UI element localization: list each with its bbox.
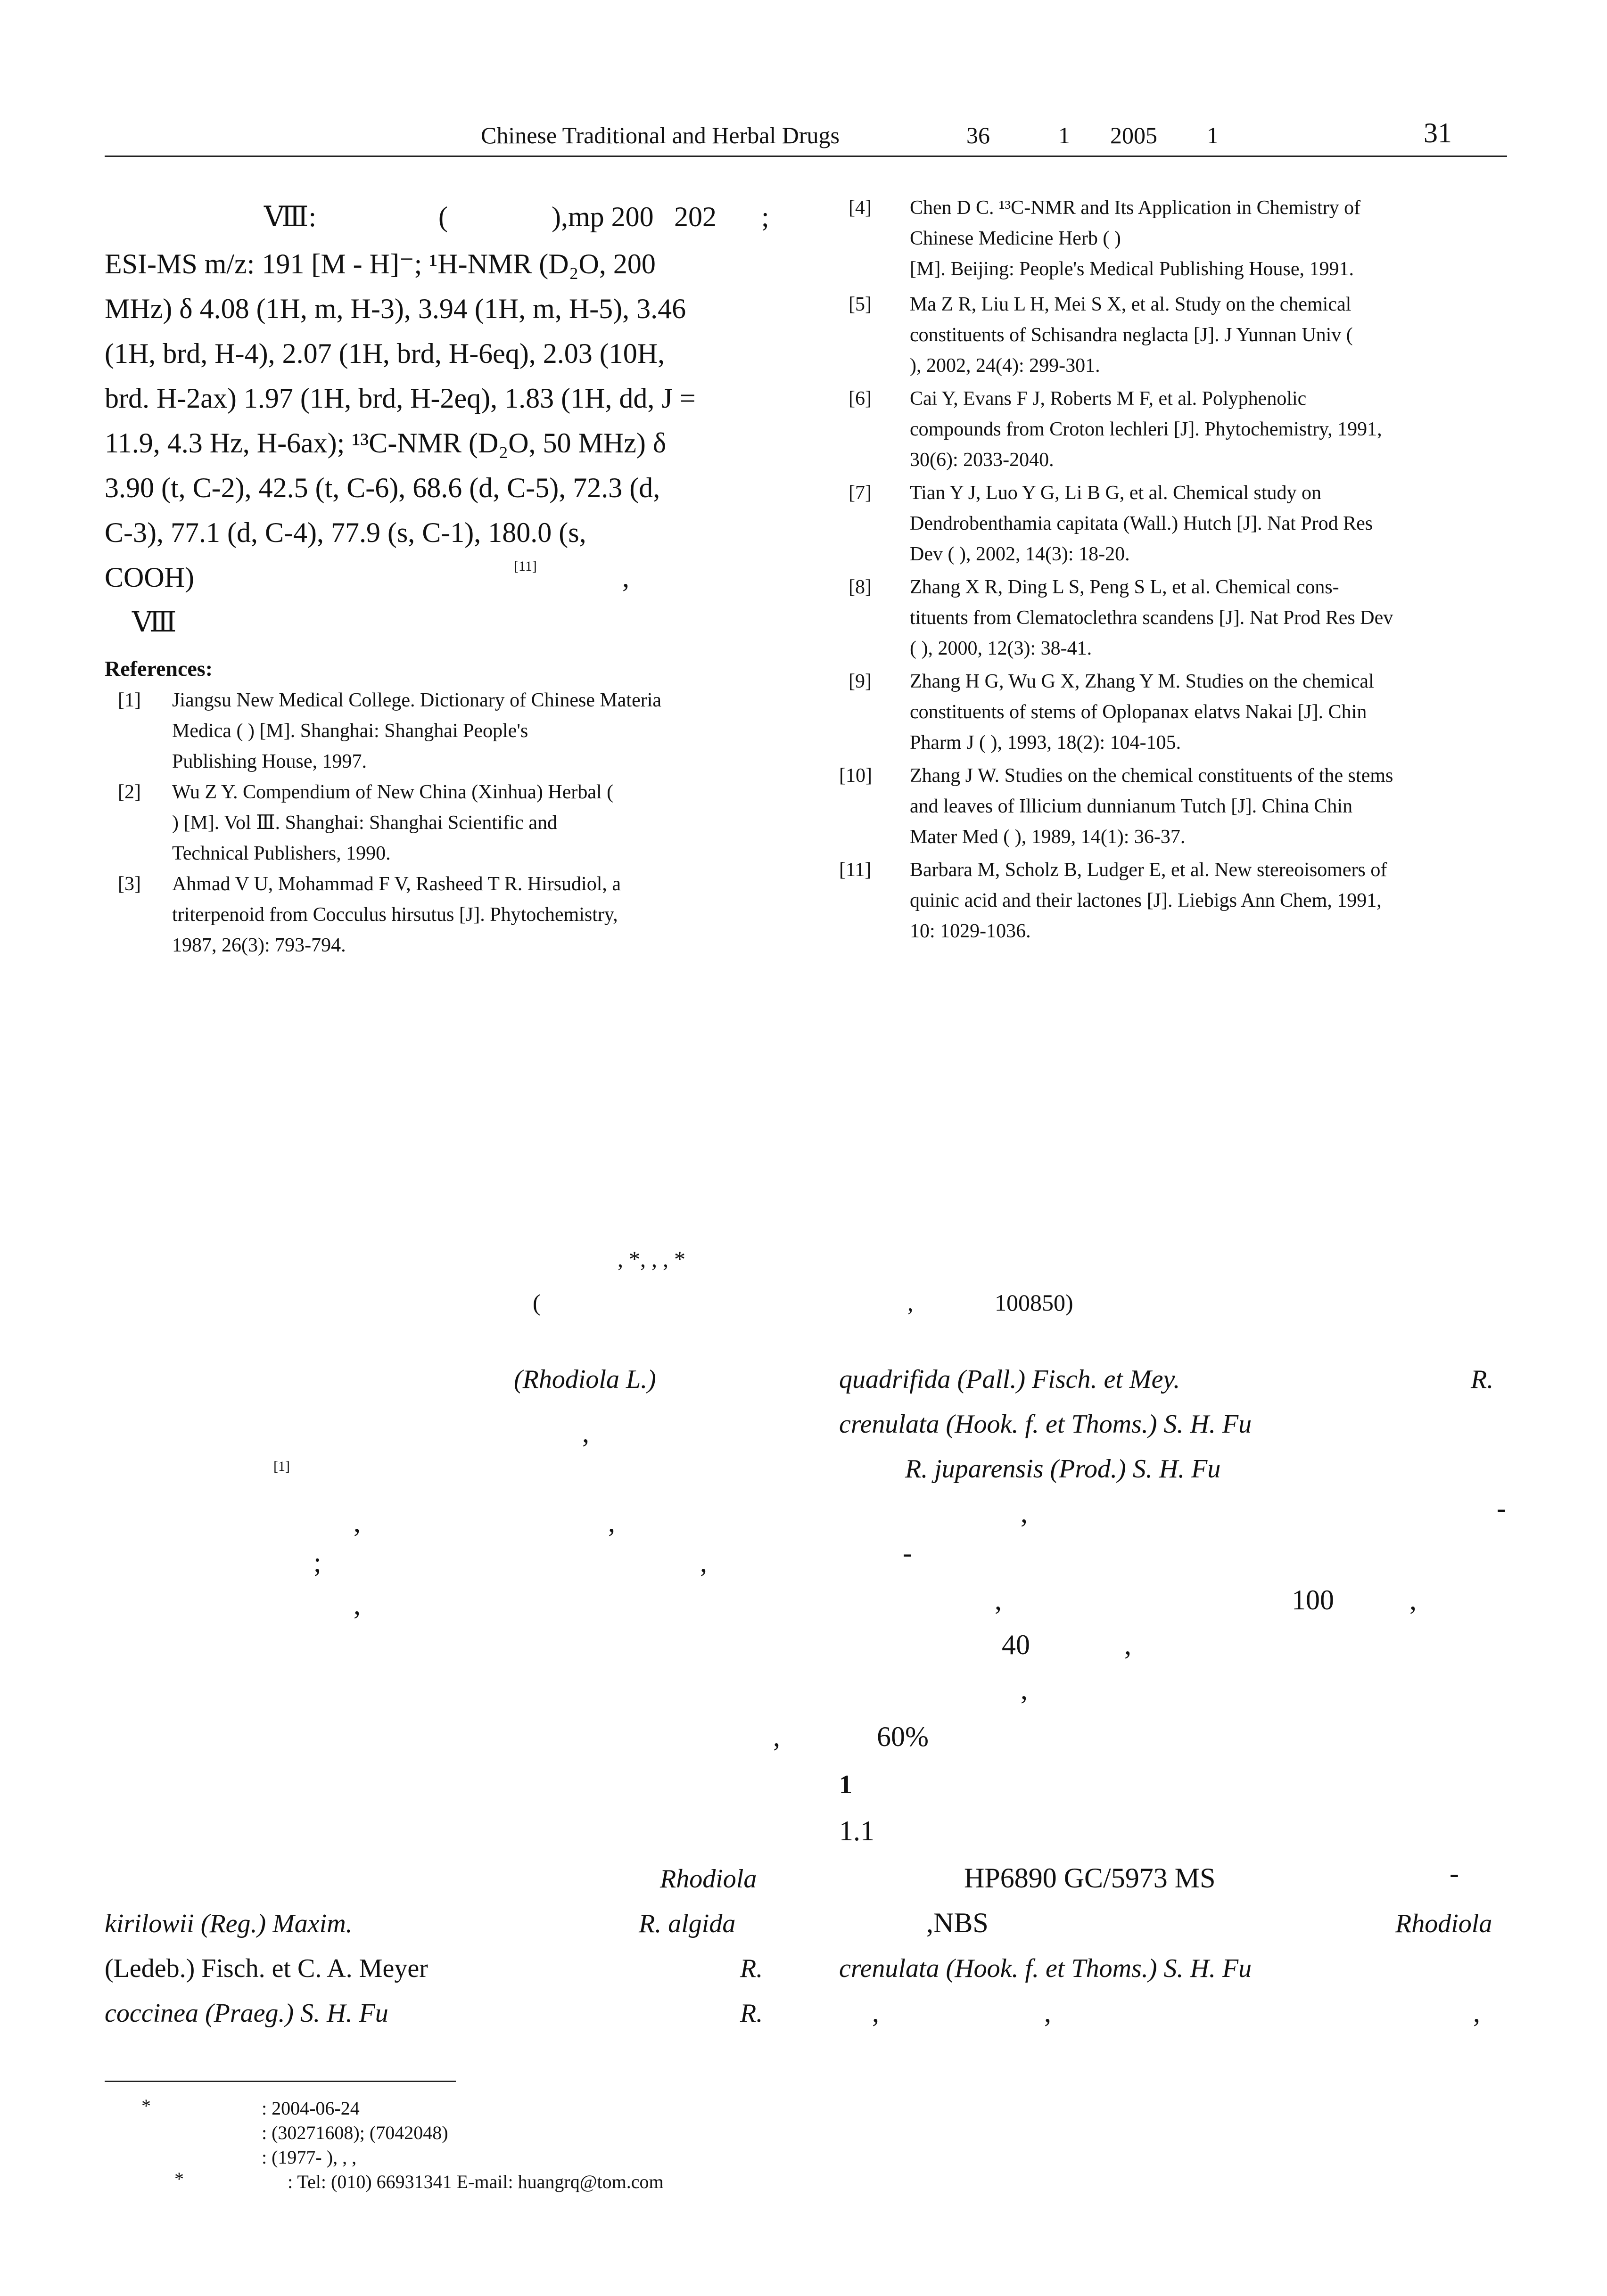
compound-label-end: Ⅷ (132, 607, 177, 638)
page-number: 31 (1424, 117, 1452, 148)
ref-number: [3] (118, 873, 141, 895)
species-name: quadrifida (Pall.) Fisch. et Mey. (839, 1365, 1180, 1394)
ref-line: constituents of Schisandra neglacta [J]. J Yunnan Univ ( (910, 324, 1353, 346)
ref-line: 1987, 26(3): 793-794. (172, 935, 346, 956)
ref-line: Tian Y J, Luo Y G, Li B G, et al. Chemical study on (910, 482, 1321, 504)
affiliation-open: ( (533, 1289, 541, 1316)
issue-number: 1 (1058, 122, 1070, 148)
ref-line: tituents from Clematoclethra scandens [J]. Nat Prod Res Dev (910, 607, 1393, 629)
percentage: 60% (877, 1721, 929, 1752)
comma: , (773, 1721, 780, 1752)
species-genus: Rhodiola (1395, 1909, 1492, 1938)
ref-line: Medica ( ) [M]. Shanghai: Shanghai People's (172, 720, 528, 742)
species-abbr: R. (1471, 1365, 1494, 1394)
source-nbs: ,NBS (926, 1907, 989, 1938)
nmr-line: MHz) δ 4.08 (1H, m, H-3), 3.94 (1H, m, H-5), 3.46 (105, 293, 686, 324)
comma: , (622, 562, 629, 593)
nmr-line: C-3), 77.1 (d, C-4), 77.9 (s, C-1), 180.0 (s, (105, 517, 586, 548)
footnote-star: * (174, 2168, 184, 2189)
comma: , (354, 1507, 361, 1538)
compound-label: Ⅷ: (264, 201, 317, 232)
ref-line: Chen D C. ¹³C-NMR and Its Application in Chemistry of (910, 197, 1361, 219)
ref-number: [10] (839, 765, 872, 787)
ref-number: [8] (849, 576, 872, 598)
semicolon: ; (313, 1547, 321, 1578)
comma: , (354, 1589, 361, 1620)
affiliation-comma: , (907, 1289, 914, 1316)
ref-number: [6] (849, 388, 872, 410)
ms-data: ESI-MS m/z: 191 [M - H]⁻; ¹H-NMR (D₂O, 200 (105, 248, 656, 279)
ref-line: compounds from Croton lechleri [J]. Phytochemistry, 1991, (910, 418, 1382, 440)
species-name: crenulata (Hook. f. et Thoms.) S. H. Fu (839, 1954, 1252, 1983)
species-name: R. algida (639, 1909, 736, 1938)
nmr-line: brd. H-2ax) 1.97 (1H, brd, H-2eq), 1.83 (1H, dd, J = (105, 383, 696, 414)
footnote-funding: : (30271608); (7042048) (262, 2122, 448, 2143)
ref-line: Zhang H G, Wu G X, Zhang Y M. Studies on the chemical (910, 671, 1374, 692)
species-name: kirilowii (Reg.) Maxim. (105, 1909, 353, 1938)
ref-line: Pharm J ( ), 1993, 18(2): 104-105. (910, 732, 1181, 754)
ref-line: quinic acid and their lactones [J]. Liebigs Ann Chem, 1991, (910, 890, 1382, 911)
ref-line: Ma Z R, Liu L H, Mei S X, et al. Study on the chemical (910, 294, 1352, 315)
number: 40 (1002, 1629, 1030, 1660)
ref-line: Ahmad V U, Mohammad F V, Rasheed T R. Hirsudiol, a (172, 873, 621, 895)
volume-number: 36 (966, 122, 990, 148)
comma: , (1044, 1997, 1051, 2028)
author-line: , *, , , * (618, 1247, 685, 1272)
ref-line: Cai Y, Evans F J, Roberts M F, et al. Polyphenolic (910, 388, 1307, 410)
subsection-number: 1.1 (839, 1815, 874, 1846)
ref-line: Zhang J W. Studies on the chemical constituents of the stems (910, 765, 1393, 787)
ref-number: [5] (849, 294, 872, 315)
year: 2005 (1110, 122, 1157, 148)
melting-point: ),mp 200 (552, 201, 654, 232)
comma: , (608, 1507, 615, 1538)
ref-line: constituents of stems of Oplopanax elatvs Nakai [J]. Chin (910, 701, 1367, 723)
references-heading: References: (105, 656, 213, 681)
ref-line: Dev ( ), 2002, 14(3): 18-20. (910, 543, 1130, 565)
ref-line: Barbara M, Scholz B, Ludger E, et al. New stereoisomers of (910, 859, 1387, 881)
instrument-name: HP6890 GC/5973 MS (964, 1862, 1216, 1894)
dash: - (1450, 1858, 1459, 1889)
ref-line: Wu Z Y. Compendium of New China (Xinhua) Herbal ( (172, 781, 614, 803)
dash: - (903, 1537, 912, 1568)
species-abbr: R. (740, 1954, 763, 1983)
ref-line: Chinese Medicine Herb ( ) (910, 228, 1121, 249)
ref-number: [7] (849, 482, 872, 504)
header-rule (105, 156, 1507, 157)
section-number: 1 (839, 1770, 852, 1799)
ref-line: 10: 1029-1036. (910, 920, 1031, 942)
footnote-rule (105, 2081, 456, 2082)
species-abbr: R. (740, 1999, 763, 2028)
species-genus: Rhodiola (660, 1864, 757, 1894)
ref-line: Mater Med ( ), 1989, 14(1): 36-37. (910, 826, 1186, 848)
comma: , (1124, 1629, 1131, 1660)
line-end: ; (761, 201, 769, 232)
compound-paren: ( (438, 201, 448, 232)
species-name: coccinea (Praeg.) S. H. Fu (105, 1999, 388, 2028)
journal-title: Chinese Traditional and Herbal Drugs (481, 122, 840, 148)
ref-line: ( ), 2000, 12(3): 38-41. (910, 638, 1092, 659)
comma: , (995, 1584, 1002, 1615)
comma: , (1409, 1584, 1417, 1615)
ref-number: [11] (839, 859, 872, 881)
comma: , (1021, 1497, 1028, 1528)
postcode: 100850) (995, 1289, 1073, 1316)
dash: - (1497, 1492, 1506, 1524)
ref-line: Jiangsu New Medical College. Dictionary of Chinese Materia (172, 689, 662, 711)
citation: [11] (514, 558, 537, 574)
ref-number: [1] (118, 689, 141, 711)
comma: , (700, 1547, 707, 1578)
comma: , (872, 1997, 879, 2028)
ref-line: Technical Publishers, 1990. (172, 843, 391, 864)
footnote-author: : (1977- ), , , (262, 2147, 357, 2168)
ref-line: and leaves of Illicium dunnianum Tutch [J]. China Chin (910, 795, 1353, 817)
month: 1 (1207, 122, 1219, 148)
footnote-received: : 2004-06-24 (262, 2098, 360, 2119)
ref-number: [4] (849, 197, 872, 219)
ref-line: Publishing House, 1997. (172, 751, 367, 772)
number: 100 (1292, 1584, 1334, 1615)
species-name: crenulata (Hook. f. et Thoms.) S. H. Fu (839, 1410, 1252, 1439)
footnote-contact: : Tel: (010) 66931341 E-mail: huangrq@tom.com (288, 2171, 664, 2192)
species-authority: (Ledeb.) Fisch. et C. A. Meyer (105, 1954, 428, 1983)
footnote-star: * (141, 2095, 151, 2116)
ref-line: [M]. Beijing: People's Medical Publishing House, 1991. (910, 258, 1354, 280)
comma: , (582, 1417, 589, 1448)
ref-line: Zhang X R, Ding L S, Peng S L, et al. Chemical cons- (910, 576, 1339, 598)
ref-line: ) [M]. Vol Ⅲ. Shanghai: Shanghai Scientific and (172, 812, 558, 834)
ref-line: 30(6): 2033-2040. (910, 449, 1054, 471)
ref-line: triterpenoid from Cocculus hirsutus [J]. Phytochemistry, (172, 904, 618, 926)
nmr-line: 3.90 (t, C-2), 42.5 (t, C-6), 68.6 (d, C-5), 72.3 (d, (105, 472, 660, 503)
nmr-line: (1H, brd, H-4), 2.07 (1H, brd, H-6eq), 2.03 (10H, (105, 338, 665, 369)
genus-name: (Rhodiola L.) (514, 1365, 656, 1394)
nmr-line: COOH) (105, 562, 194, 593)
ref-number: [2] (118, 781, 141, 803)
ref-number: [9] (849, 671, 872, 692)
melting-point-end: 202 (674, 201, 717, 232)
comma: , (1473, 1997, 1480, 2028)
ref-line: ), 2002, 24(4): 299-301. (910, 355, 1100, 377)
nmr-line: 11.9, 4.3 Hz, H-6ax); ¹³C-NMR (D₂O, 50 MHz) δ (105, 427, 667, 459)
citation: [1] (273, 1459, 290, 1474)
species-name: R. juparensis (Prod.) S. H. Fu (905, 1454, 1221, 1484)
ref-line: Dendrobenthamia capitata (Wall.) Hutch [J]. Nat Prod Res (910, 513, 1373, 534)
comma: , (1021, 1674, 1028, 1705)
